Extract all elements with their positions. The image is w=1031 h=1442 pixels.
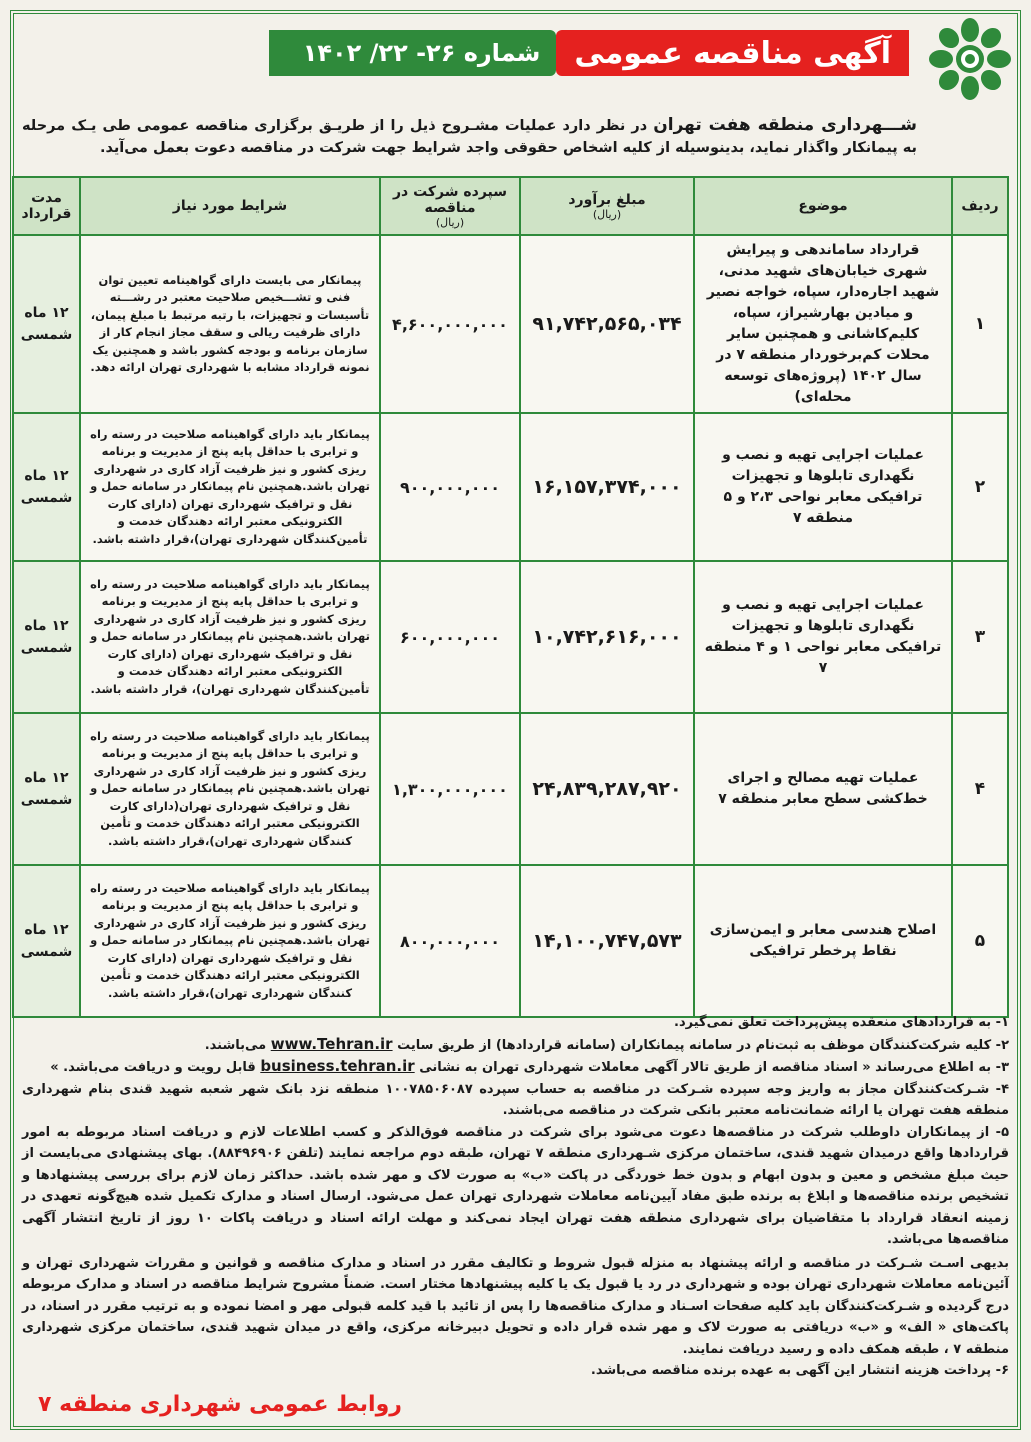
row-conditions: پیمانکار باید دارای گواهینامه صلاحیت در رسته راه و ترابری با حداقل پایه پنج از مدیریت و برنامه ریزی کشور و نیز ظرفیت آزاد کاری در شهرداری تهران باشد.همچنین نام پیمانکار در سامانه حمل و نقل و ترافیک شهرداری تهران (دارای کارت الکترونیکی معتبر ارائه دهندگان خدمت و تأمین‌کنندگان شهرداری تهران)، قرار داشته باشد.: [80, 561, 380, 713]
header-row-number: ردیف: [952, 177, 1008, 235]
row-number: ۲: [952, 413, 1008, 561]
title-bar: [269, 30, 909, 76]
row-deposit: ۸۰۰,۰۰۰,۰۰۰: [380, 865, 520, 1017]
row-duration: ۱۲ ماه شمسی: [13, 865, 80, 1017]
table-row: [13, 413, 1008, 561]
row-duration: ۱۲ ماه شمسی: [13, 561, 80, 713]
row-conditions: پیمانکار باید دارای گواهینامه صلاحیت در رسته راه و ترابری با حداقل پایه پنج از مدیریت و برنامه ریزی کشور و نیز ظرفیت آزاد کاری در شهرداری تهران باشد.همچنین نام پیمانکار در سامانه حمل و نقل و ترافیک شهرداری تهران (دارای کارت الکترونیکی معتبر ارائه دهندگان خدمت و تأمین کنندگان شهرداری تهران)،قرار داشته باشد.: [80, 865, 380, 1017]
notes-section: [22, 1012, 1009, 1382]
intro-lead: شـــهرداری منطقه هفت تهران: [653, 115, 917, 135]
notice-title: آگهی مناقصه عمومی: [556, 30, 909, 76]
tehran-site-link[interactable]: www.Tehran.ir: [270, 1034, 393, 1053]
row-subject: عملیات تهیه مصالح و اجرای خط‌کشی سطح معابر منطقه ۷: [694, 713, 952, 865]
row-deposit: ۶۰۰,۰۰۰,۰۰۰: [380, 561, 520, 713]
row-duration: ۱۲ ماه شمسی: [13, 235, 80, 413]
tender-notice: [10, 10, 1021, 1430]
note-1: ۱- به قراردادهای منعقده پیش‌پرداخت تعلق نمی‌گیرد.: [674, 1015, 1009, 1030]
row-estimate: ۲۴,۸۳۹,۲۸۷,۹۲۰: [520, 713, 694, 865]
table-row: [13, 713, 1008, 865]
header-deposit-label: سپرده شرکت در مناقصه: [392, 183, 508, 216]
row-number: ۵: [952, 865, 1008, 1017]
note-6: ۶- پرداخت هزینه انتشار این آگهی به عهده برنده مناقصه می‌باشد.: [590, 1363, 1009, 1378]
note-3-end: قابل رویت و دریافت می‌باشد. »: [50, 1060, 261, 1075]
notice-number: شماره ۲۶- ۲۲/ ۱۴۰۲: [269, 30, 556, 76]
public-relations-signature: روابط عمومی شهرداری منطقه ۷: [38, 1392, 402, 1417]
table-row: [13, 865, 1008, 1017]
table-row: [13, 235, 1008, 413]
row-subject: عملیات اجرایی تهیه و نصب و نگهداری تابلوها و تجهیزات ترافیکی معابر نواحی ۲،۳ و ۵ منطقه ۷: [694, 413, 952, 561]
row-subject: عملیات اجرایی تهیه و نصب و نگهداری تابلوها و تجهیزات ترافیکی معابر نواحی ۱ و ۴ منطقه ۷: [694, 561, 952, 713]
header-conditions: شرایط مورد نیاز: [80, 177, 380, 235]
header-duration: مدت قرارداد: [13, 177, 80, 235]
row-subject: اصلاح هندسی معابر و ایمن‌سازی نقاط پرخطر ترافیکی: [694, 865, 952, 1017]
row-deposit: ۹۰۰,۰۰۰,۰۰۰: [380, 413, 520, 561]
note-2: [22, 1034, 1009, 1057]
row-conditions: پیمانکار می بایست دارای گواهینامه تعیین توان فنی و تشـــخیص صلاحیت معتبر در رشـــته تأسیسات و تجهیزات، با رتبه مرتبط با مبلغ پیمان، دارای ظرفیت ریالی و سقف مجاز انجام کار از سازمان برنامه و بودجه کشور باشد و همچنین یک نمونه قرارداد مشابه با شهرداری تهران ارائه دهد.: [80, 235, 380, 413]
table-header-row: [13, 177, 1008, 235]
tender-table: [12, 176, 1009, 1018]
header-deposit-unit: (ریال): [435, 215, 465, 229]
row-number: ۱: [952, 235, 1008, 413]
row-deposit: ۱,۳۰۰,۰۰۰,۰۰۰: [380, 713, 520, 865]
note-2-text: ۲- کلیه شرکت‌کنندگان موظف به ثبت‌نام در سامانه پیمانکاران (سامانه قراردادها) از طریق سایت: [392, 1037, 1009, 1053]
table-row: [13, 561, 1008, 713]
header: [22, 20, 1009, 82]
row-estimate: ۱۶,۱۵۷,۳۷۴,۰۰۰: [520, 413, 694, 561]
tehran-municipality-logo-icon: [929, 18, 1011, 100]
row-conditions: پیمانکار باید دارای گواهینامه صلاحیت در رسته راه و ترابری با حداقل پایه پنج از مدیریت و برنامه ریزی کشور و نیز ظرفیت آزاد کاری در شهرداری تهران باشد.همچنین نام پیمانکار در سامانه حمل و نقل و ترافیک شهرداری تهران (دارای کارت الکترونیکی معتبر ارائه دهندگان خدمت و تأمین‌کنندگان شهرداری تهران)،قرار داشته باشد.: [80, 413, 380, 561]
note-4: ۴- شـرکت‌کنندگان مجاز به واریز وجه سپرده شـرکت در مناقصه به حساب سپرده ۱۰۰۷۸۵۰۶۰۸۷ منطقه نزد بانک شهر شعبه شهید قندی بنام شهرداری منطقه هفت تهران یا ارائه ضمانت‌نامه معتبر بانکی شرکت در مناقصه می‌باشند.: [22, 1081, 1009, 1118]
row-estimate: ۱۴,۱۰۰,۷۴۷,۵۷۳: [520, 865, 694, 1017]
business-site-link[interactable]: business.tehran.ir: [260, 1057, 415, 1075]
row-number: ۴: [952, 713, 1008, 865]
note-5: ۵- از پیمانکاران داوطلب شرکت در مناقصه‌ها دعوت می‌شود برای شرکت در مناقصه فوق‌الذکر و کسب اطلاعات لازم و دریافت اسناد مربوطه به امور قراردادها واقع درمیدان شهید قندی، ساختمان مرکزی شـهرداری منطقه ۷ تهران، طبقه دوم مراجعه نمایند (تلفن ۸۸۴۹۶۹۰۶). بهای پیشنهادی می‌بایست از حیث مبلغ مشخص و معین و بدون ابهام و بدون خط خوردگی در پاکت «ب» به صورت لاک و مهر شده باشد. حداکثر زمان لازم برای بررسی پیشنهادها و تشخیص برنده مناقصه‌ها و ابلاغ به برنده طبق مفاد آیین‌نامه معاملات شهرداری تهران عمل می‌شود. ارسال اسناد و مدارک تکمیل شده هیچ‌گونه تعهدی در زمینه انعقاد قرارداد با متقاضیان برای شهرداری منطقه هفت تهران ایجاد نمی‌کند و مهلت ارائه اسناد و دریافت پاکات ۱۰ روز از تاریخ انتشار آگهی مناقصه‌ها می‌باشد.: [22, 1124, 1009, 1247]
header-subject: موضوع: [694, 177, 952, 235]
intro-paragraph: [22, 114, 917, 159]
header-estimate-unit: (ریال): [592, 207, 622, 221]
row-deposit: ۴,۶۰۰,۰۰۰,۰۰۰: [380, 235, 520, 413]
row-duration: ۱۲ ماه شمسی: [13, 413, 80, 561]
header-deposit: [380, 177, 520, 235]
note-3: [22, 1056, 1009, 1079]
row-number: ۳: [952, 561, 1008, 713]
intro-text: در نظر دارد عملیات مشـروح ذیل را از طریـق برگزاری مناقصه عمومی طی یـک مرحله به پیمانکار واگذار نماید، بدینوسیله از کلیه اشخاص حقوقی واجد شرایط جهت شرکت در مناقصه دعوت بعمل می‌آید.: [22, 118, 917, 156]
note-3-text: ۳- به اطلاع می‌رساند « اسناد مناقصه از طریق تالار آگهی معاملات شهرداری تهران به نشانی: [414, 1060, 1009, 1075]
row-estimate: ۱۰,۷۴۲,۶۱۶,۰۰۰: [520, 561, 694, 713]
closing-paragraph: بدیهی اسـت شـرکت در مناقصه و ارائه پیشنهاد به منزله قبول شروط و تکالیف مقرر در اسناد و مدارک مناقصه و قوانین و مقررات شهرداری تهران و آئین‌نامه معاملات شهرداری تهران بوده و شهرداری در رد یا قبول یک یا کلیه پیشنهادها مختار است. ضمناً مشروح شرایط مناقصه در اسناد و مدارک مربوطه درج گردیده و شـرکت‌کنندگان باید کلیه صفحات اسـناد و مدارک مناقصه‌ها را پس از تائید با قید کلمه قبولی مهر و امضا نموده و به ترتیب مقرر در اسناد، در پاکت‌های « الف» و «ب» دریافتی به صورت لاک و مهر شده قرار داده و تحویل دبیرخانه مرکزی، واقع در میدان شهید قندی، ساختمان مرکزی شهرداری منطقه ۷ ، طبقه همکف داده و رسید دریافت نمایند.: [22, 1255, 1009, 1357]
row-estimate: ۹۱,۷۴۲,۵۶۵,۰۳۴: [520, 235, 694, 413]
header-estimate: [520, 177, 694, 235]
note-2-end: می‌باشند.: [204, 1037, 271, 1053]
row-duration: ۱۲ ماه شمسی: [13, 713, 80, 865]
row-conditions: پیمانکار باید دارای گواهینامه صلاحیت در رسته راه و ترابری با حداقل پایه پنج از مدیریت و برنامه ریزی کشور و نیز ظرفیت آزاد کاری در شهرداری تهران باشد.همچنین نام پیمانکار در سامانه حمل و نقل و ترافیک شهرداری تهران(دارای کارت الکترونیکی معتبر ارائه دهندگان خدمت و تأمین کنندگان شهرداری تهران)،قرار داشته باشد.: [80, 713, 380, 865]
row-subject: قرارداد ساماندهی و پیرایش شهری خیابان‌های شهید مدنی، شهید اجاره‌دار، سپاه، خواجه نصیر و میادین بهارشیراز، سپاه، کلیم‌کاشانی و همچنین سایر محلات کم‌برخوردار منطقه ۷ در سال ۱۴۰۲ (پروژه‌های توسعه محله‌ای): [694, 235, 952, 413]
header-estimate-label: مبلغ برآورد: [568, 191, 646, 208]
